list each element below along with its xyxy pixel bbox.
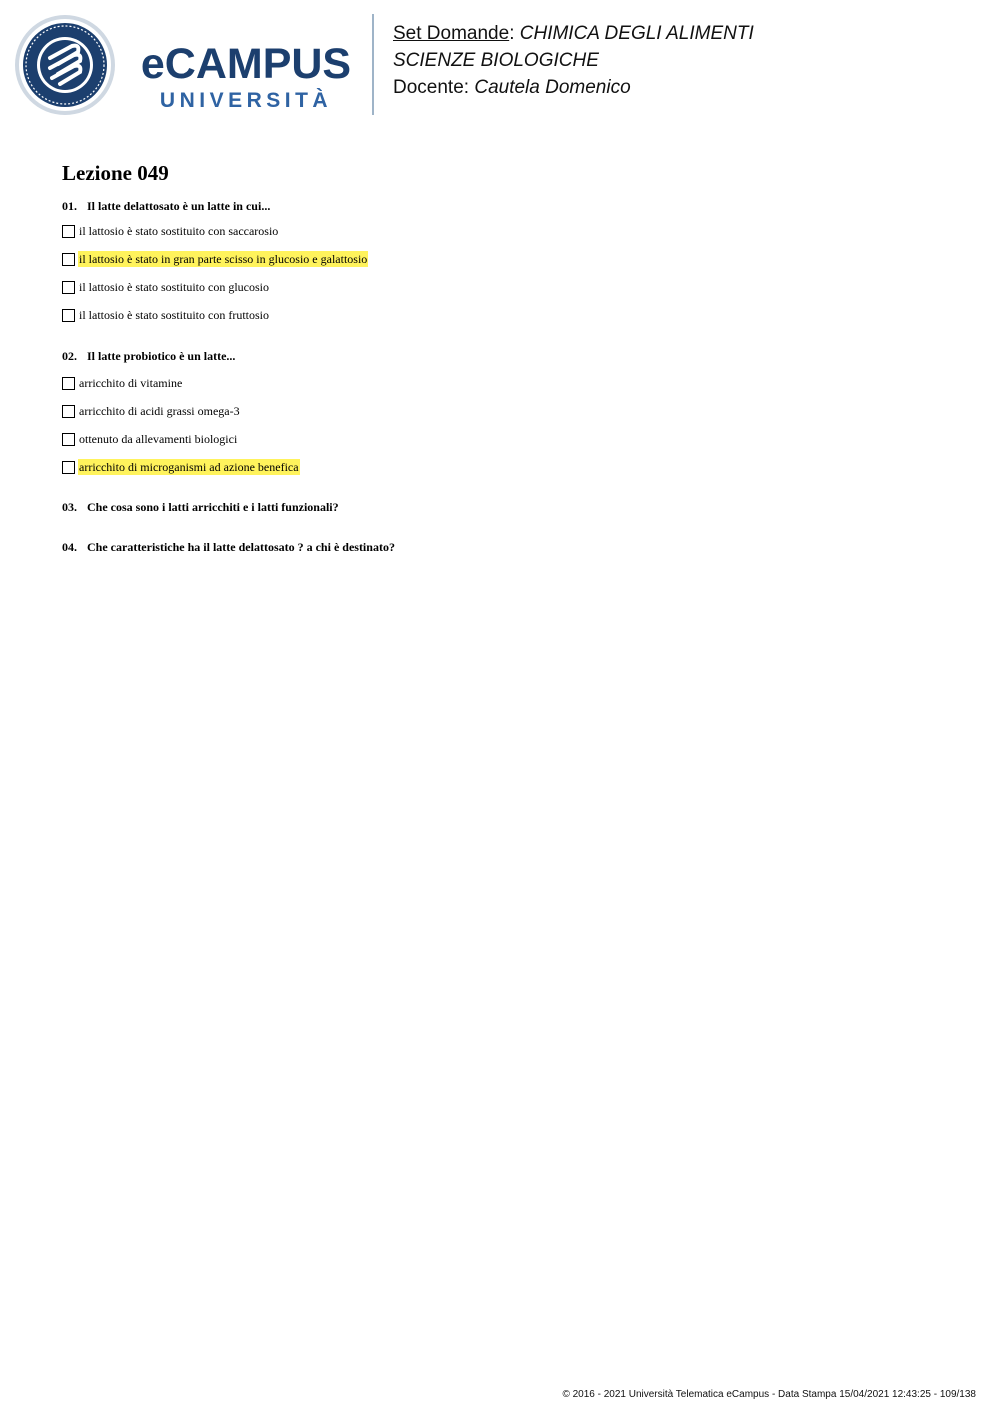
answer-option[interactable] [62, 223, 962, 239]
teacher-label: Docente [393, 77, 464, 98]
answer-option[interactable] [62, 375, 962, 391]
question-text: 01. Il latte delattosato è un latte in cui... [62, 199, 271, 213]
header-divider [372, 14, 374, 115]
checkbox[interactable] [62, 433, 75, 446]
checkbox[interactable] [62, 309, 75, 322]
page-header [0, 0, 1000, 130]
option-list [62, 375, 962, 475]
checkbox[interactable] [62, 377, 75, 390]
set-label: Set Domande [393, 23, 510, 44]
svg-text:eCAMPUS: eCAMPUS [140, 40, 352, 88]
option-label: il lattosio è stato sostituito con saccarosio [79, 224, 279, 238]
answer-option[interactable] [62, 431, 962, 447]
option-list [62, 223, 962, 323]
teacher-name: Cautela Domenico [474, 77, 631, 98]
option-label: arricchito di vitamine [79, 376, 183, 390]
option-label: ottenuto da allevamenti biologici [79, 432, 238, 446]
question-block-01 [62, 197, 962, 323]
option-label: il lattosio è stato in gran parte scisso in glucosio e galattosio [79, 252, 368, 266]
answer-option[interactable] [62, 279, 962, 295]
option-label: il lattosio è stato sostituito con glucosio [79, 280, 269, 294]
checkbox[interactable] [62, 405, 75, 418]
option-label: arricchito di microganismi ad azione benefica [79, 460, 299, 474]
ecampus-wordmark [130, 38, 362, 113]
option-label: arricchito di acidi grassi omega-3 [79, 404, 240, 418]
checkbox[interactable] [62, 253, 75, 266]
question-block-02 [62, 347, 962, 475]
set-info [393, 20, 754, 101]
option-label: il lattosio è stato sostituito con fruttosio [79, 308, 269, 322]
question-block-03 [62, 498, 962, 516]
answer-option-highlighted[interactable] [62, 251, 962, 267]
checkbox[interactable] [62, 225, 75, 238]
question-text: 02. Il latte probiotico è un latte... [62, 349, 236, 363]
lesson-title: Lezione 049 [62, 161, 169, 185]
ecampus-seal-logo [14, 14, 116, 116]
checkbox[interactable] [62, 461, 75, 474]
answer-option[interactable] [62, 403, 962, 419]
svg-text:UNIVERSITÀ: UNIVERSITÀ [159, 89, 333, 112]
course-line [393, 47, 754, 74]
teacher-line: Docente: Cautela Domenico [393, 77, 631, 98]
answer-option-highlighted[interactable] [62, 459, 962, 475]
set-name: CHIMICA DEGLI ALIMENTI [519, 23, 754, 44]
question-block-04 [62, 538, 962, 556]
page-footer: © 2016 - 2021 Università Telematica eCampus - Data Stampa 15/04/2021 12:43:25 - 109/138 [562, 1389, 976, 1400]
answer-option[interactable] [62, 307, 962, 323]
set-line: Set Domande: CHIMICA DEGLI ALIMENTI [393, 23, 754, 44]
question-text: 03. Che cosa sono i latti arricchiti e i latti funzionali? [62, 500, 339, 514]
question-text: 04. Che caratteristiche ha il latte delattosato ? a chi è destinato? [62, 540, 395, 554]
checkbox[interactable] [62, 281, 75, 294]
course-name: SCIENZE BIOLOGICHE [393, 50, 599, 71]
